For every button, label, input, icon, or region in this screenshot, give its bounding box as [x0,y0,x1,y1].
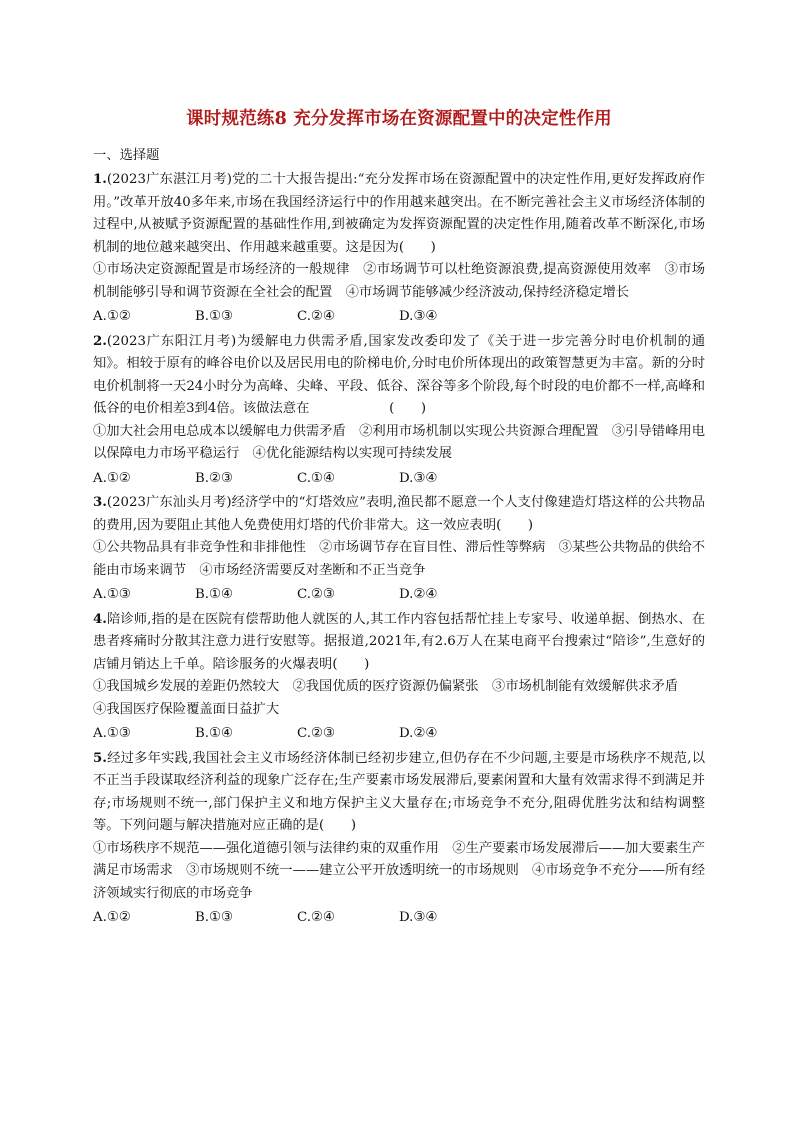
question-2 [93,331,705,491]
answer-choices [93,907,705,930]
choice-d: D.③④ [399,910,438,925]
question-stem: (2023广东汕头月考)经济学中的“灯塔效应”表明,渔民都不愿意一个人支付像建造灯塔这样的公共物品的费用,因为要阻止其他人免费使用灯塔的代价非常大。这一效应表明( ) [93,495,705,533]
question-number: 3. [93,495,107,510]
choice-c: C.①④ [297,470,335,486]
choice-b: B.①④ [195,587,233,602]
question-5 [93,748,705,930]
choice-a: A.①③ [93,726,131,741]
section-heading: 一、选择题 [93,148,160,163]
choice-c: C.②③ [297,587,335,602]
question-options-extra: ④我国医疗保险覆盖面日益扩大 [93,701,280,717]
question-options: ①公共物品具有非竞争性和非排他性 ②市场调节存在盲目性、滞后性等弊病 ③某些公共物品的供给不能由市场来调节 ④市场经济需要反对垄断和不正当竞争 [93,540,705,578]
question-stem: 经过多年实践,我国社会主义市场经济体制已经初步建立,但仍存在不少问题,主要是市场秩序不规范,以不正当手段谋取经济利益的现象广泛存在;生产要素市场发展滞后,要素闲置和大量有效需求得不到满足并存;市场规则不统一,部门保护主义和地方保护主义大量存在;市场竞争不充分,阻碍优胜劣汰和结构调整等。下列问题与解决措施对应正确的是( ) [93,750,705,833]
choice-b: B.①③ [195,910,233,925]
choice-d: D.②④ [399,726,438,741]
choice-d: D.③④ [399,309,438,324]
choice-c: C.②③ [297,726,335,741]
question-4 [93,609,705,746]
question-3 [93,492,705,607]
question-options: ①市场秩序不规范——强化道德引领与法律约束的双重作用 ②生产要素市场发展滞后——加大要素生产满足市场需求 ③市场规则不统一——建立公平开放透明统一的市场规则 ④市场竞争不充分——所有经济领域实行彻底的市场竞争 [93,840,705,901]
question-options: ①我国城乡发展的差距仍然较大 ②我国优质的医疗资源仍偏紧张 ③市场机制能有效缓解供求矛盾 [93,679,679,694]
choice-a: A.①③ [93,587,131,602]
choice-d: D.③④ [399,470,438,486]
answer-choices [93,584,705,607]
question-number: 2. [93,333,107,349]
question-1 [93,169,705,329]
choice-b: B.①③ [195,309,233,324]
choice-b: B.①④ [195,726,233,741]
question-stem: (2023广东阳江月考)为缓解电力供需矛盾,国家发改委印发了《关于进一步完善分时电价机制的通知》。相较于原有的峰谷电价以及居民用电的阶梯电价,分时电价所体现出的政策智慧更为丰富。新的分时电价机制将一天24小时分为高峰、尖峰、平段、低谷、深谷等多个阶段,每个时段的电价都不一样,高峰和低谷的电价相差3到4倍。该做法意在 ( ) [93,333,705,416]
answer-choices [93,468,705,491]
answer-choices [93,306,705,329]
choice-a: A.①② [93,470,131,486]
choice-c: C.②④ [297,910,335,925]
choice-a: A.①② [93,309,131,324]
choice-b: B.②③ [195,470,233,486]
question-stem: 陪诊师,指的是在医院有偿帮助他人就医的人,其工作内容包括帮忙挂上专家号、收递单据、倒热水、在患者疼痛时分散其注意力进行安慰等。据报道,2021年,有2.6万人在某电商平台搜索过“陪诊”,生意好的店铺月销达上千单。陪诊服务的火爆表明( ) [93,611,705,672]
choice-a: A.①② [93,910,131,925]
question-number: 4. [93,611,107,627]
answer-choices [93,723,705,746]
question-options: ①加大社会用电总成本以缓解电力供需矛盾 ②利用市场机制以实现公共资源合理配置 ③引导错峰用电以保障电力市场平稳运行 ④优化能源结构以实现可持续发展 [93,423,705,461]
page-title: 课时规范练8 充分发挥市场在资源配置中的决定性作用 [186,109,612,129]
choice-d: D.②④ [399,587,438,602]
choice-c: C.②④ [297,309,335,324]
question-number: 5. [93,750,107,766]
document-page [93,100,705,932]
question-number: 1. [93,172,107,187]
question-stem: (2023广东湛江月考)党的二十大报告提出:“充分发挥市场在资源配置中的决定性作用,更好发挥政府作用。”改革开放40多年来,市场在我国经济运行中的作用越来越突出。在不断完善社会主义市场经济体制的过程中,从被赋予资源配置的基础性作用,到被确定为发挥资源配置的决定性作用,随着改革不断深化,市场机制的地位越来越突出、作用越来越重要。这是因为( ) [93,172,705,255]
question-options: ①市场决定资源配置是市场经济的一般规律 ②市场调节可以杜绝资源浪费,提高资源使用效率 ③市场机制能够引导和调节资源在全社会的配置 ④市场调节能够减少经济波动,保持经济稳定增长 [93,262,705,300]
